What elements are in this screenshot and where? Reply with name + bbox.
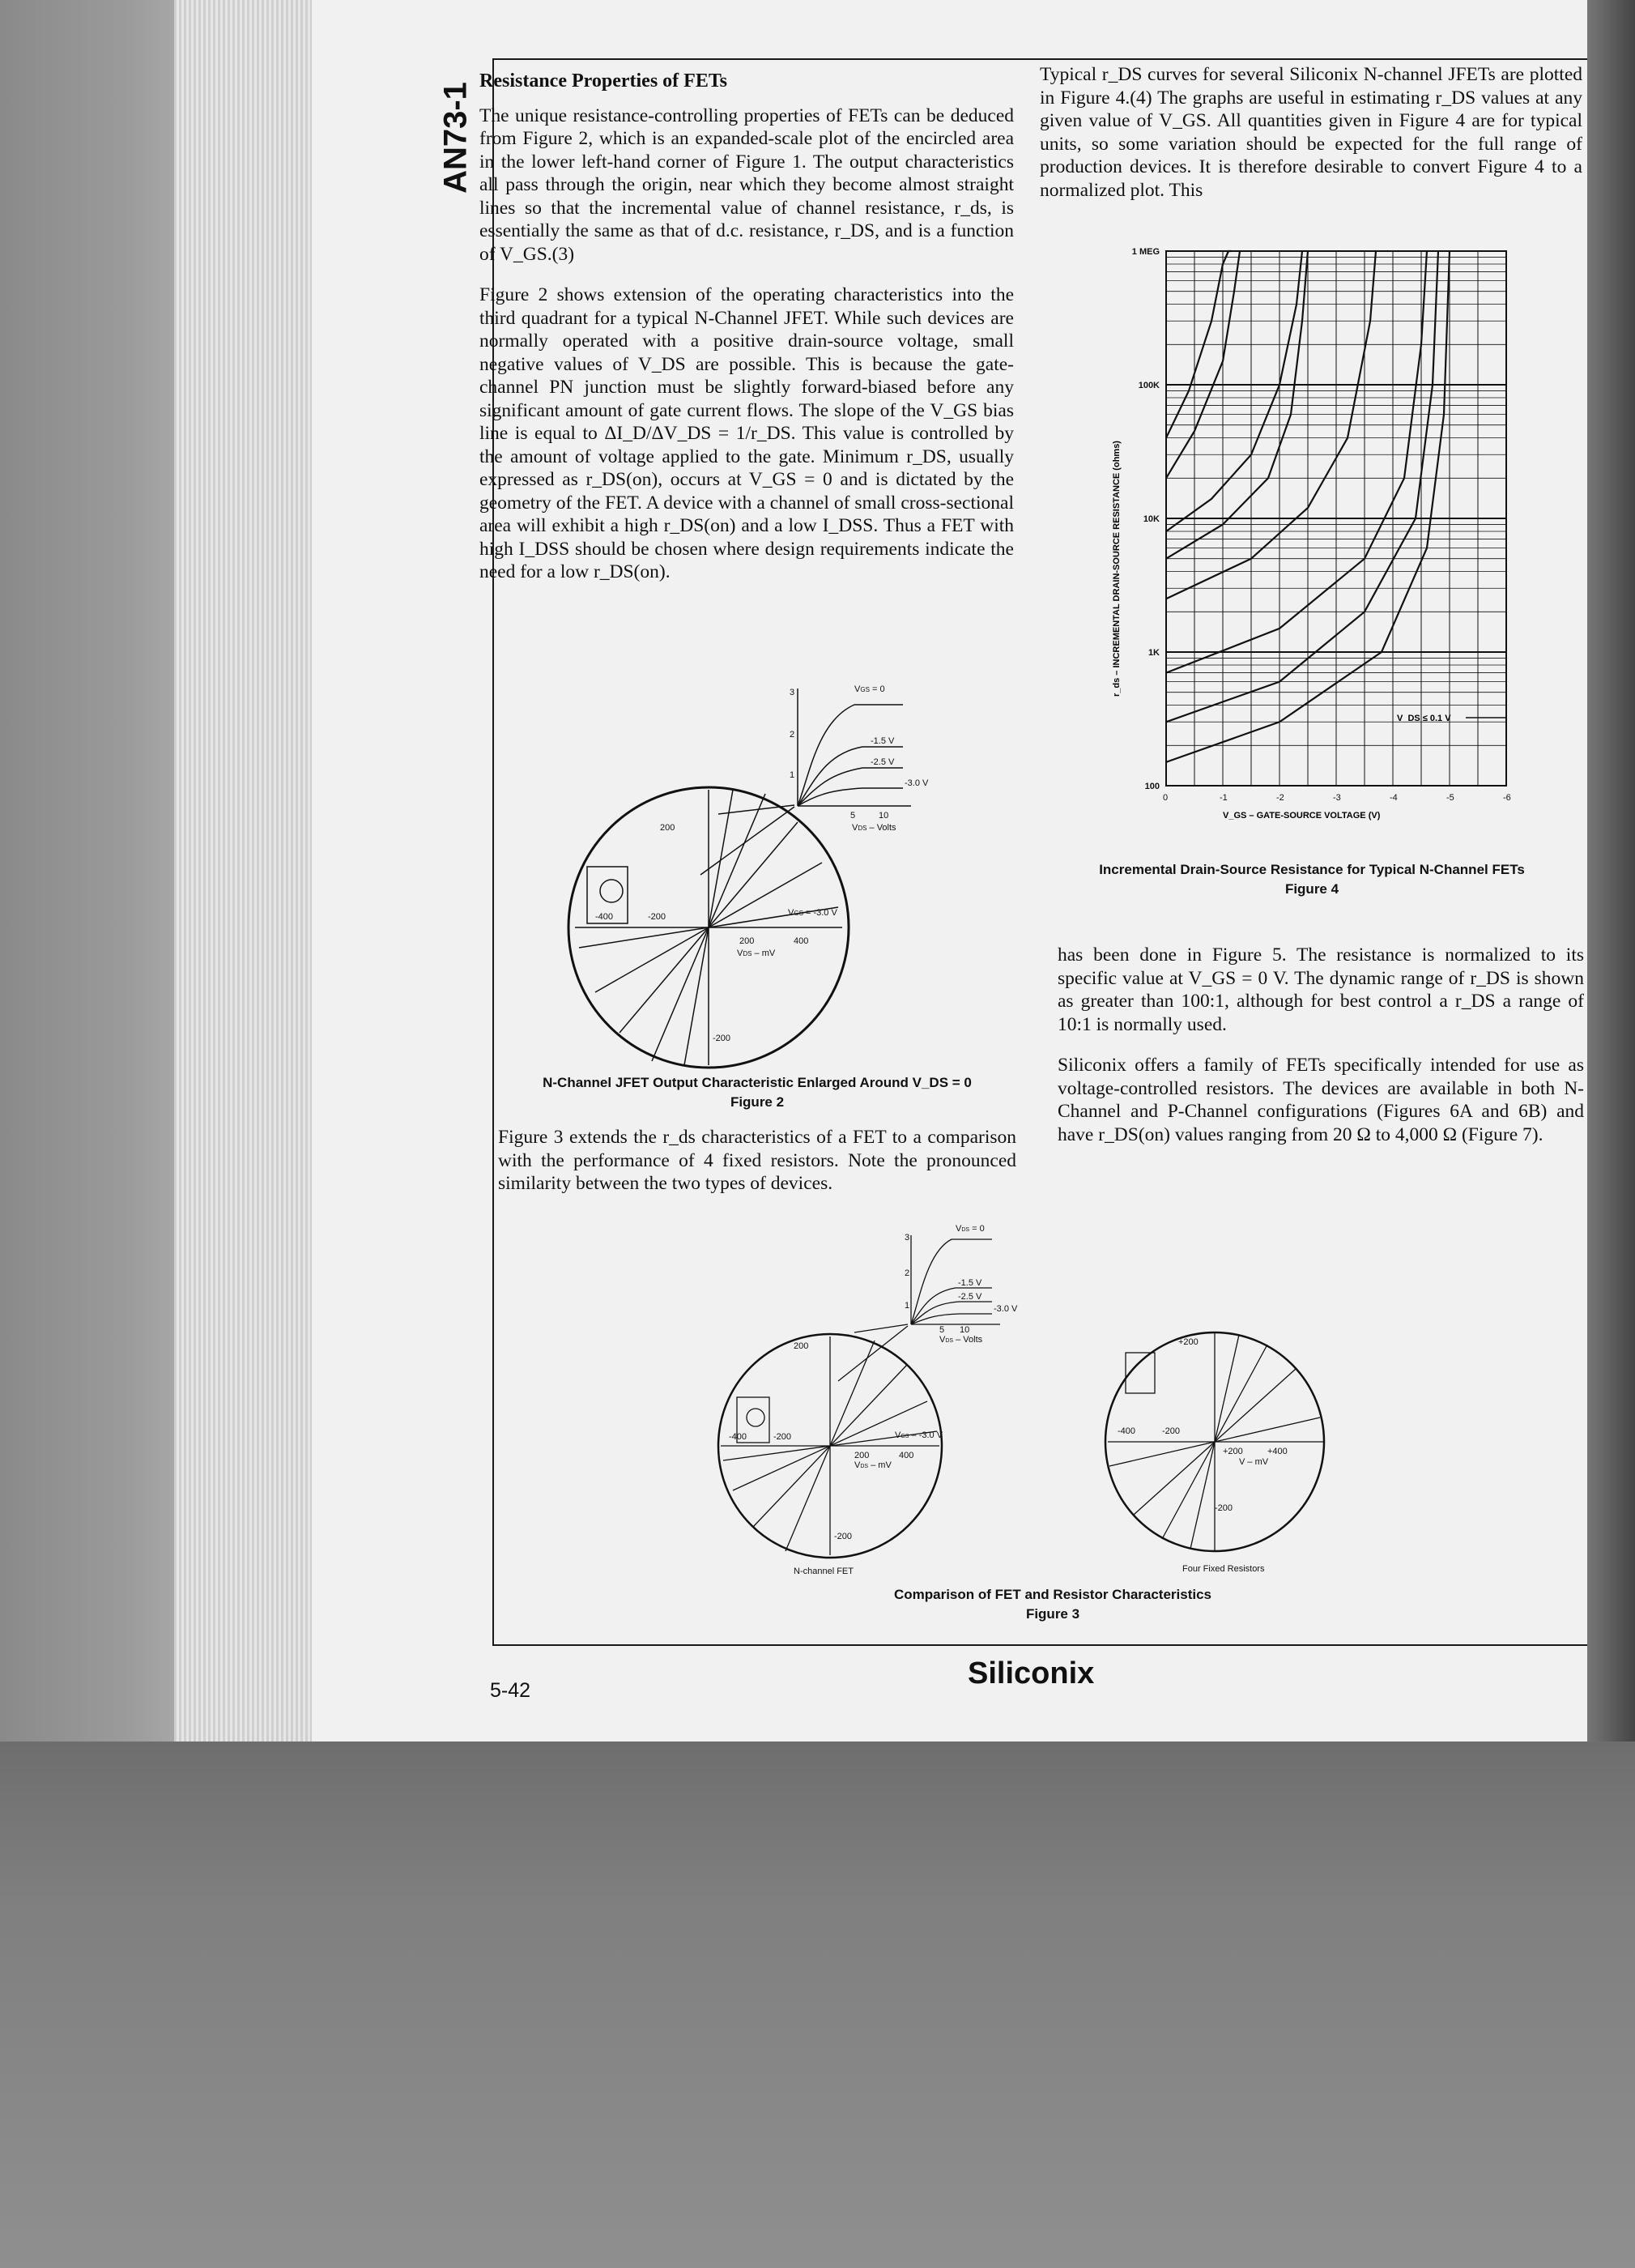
svg-text:-400: -400 bbox=[595, 912, 614, 922]
x-tick-label: -1 bbox=[1220, 793, 1228, 803]
series-line bbox=[1166, 251, 1308, 559]
right-paragraph-2: has been done in Figure 5. The resistance is normalized to its specific value at V_GS = 0 V. The dynamic range of r_DS is shown as greater than 100:1, although for best control a r_DS a range of 10:1 is normally used. bbox=[1058, 944, 1584, 1035]
svg-text:VGS = -3.0 V: VGS = -3.0 V bbox=[788, 908, 837, 918]
svg-text:VDS – mV: VDS – mV bbox=[854, 1460, 892, 1470]
right-column-top bbox=[1040, 63, 1582, 220]
y-tick-label: 100 bbox=[1144, 782, 1160, 791]
y-tick-label: 1 MEG bbox=[1131, 247, 1160, 257]
figure-3-fet-diagram bbox=[692, 1219, 1024, 1575]
svg-text:400: 400 bbox=[899, 1451, 914, 1460]
svg-text:VDS – Volts: VDS – Volts bbox=[939, 1335, 983, 1345]
y-tick-label: 1K bbox=[1147, 648, 1160, 658]
svg-text:-2.5 V: -2.5 V bbox=[958, 1292, 982, 1302]
svg-text:-200: -200 bbox=[1162, 1426, 1181, 1436]
left-paragraph-2: Figure 2 shows extension of the operating characteristics into the third quadrant for a typical N-Channel JFET. While such devices are normally operated with a positive drain-source voltage, small negative values of V_DS are possible. This is because the gate-channel PN junction must be slightly forward-biased before any significant amount of gate current flows. The slope of the V_GS bias line is equal to ΔI_D/ΔV_DS = 1/r_DS. This value is controlled by the amount of voltage applied to the gate. Minimum r_DS, usually expressed as r_DS(on), occurs at V_GS = 0 and is dictated by the geometry of the FET. A device with a channel of small cross-sectional area will exhibit a high r_DS(on) and a low I_DSS. Thus a FET with high I_DSS should be chosen where design requirements indicate the need for a low r_DS(on). bbox=[479, 284, 1014, 582]
brand-logo: Siliconix bbox=[968, 1656, 1095, 1690]
svg-text:-400: -400 bbox=[1118, 1426, 1136, 1436]
svg-text:V – mV: V – mV bbox=[1239, 1457, 1269, 1467]
left-paragraph-1: The unique resistance-controlling properties of FETs can be deduced from Figure 2, which is an expanded-scale plot of the encircled area in the lower left-hand corner of Figure 1. The output characteristics all pass through the origin, near which they become almost straight lines so that the incremental value of channel resistance, r_ds, is essentially the same as that of d.c. resistance, r_DS, and is a function of V_GS.(3) bbox=[479, 104, 1014, 265]
background-bottom bbox=[0, 1742, 1635, 2268]
right-paragraph-1: Typical r_DS curves for several Siliconix N-channel JFETs are plotted in Figure 4.(4) The graphs are useful in estimating r_DS values at any given value of V_GS. All quantities given in Figure 4 are for typical units, so some variation should be expected for the full range of production devices. It is therefore desirable to convert Figure 4 to a normalized plot. This bbox=[1040, 64, 1582, 201]
svg-text:+200: +200 bbox=[1178, 1337, 1199, 1347]
x-tick-label: -6 bbox=[1503, 793, 1511, 803]
figure-2-title: N-Channel JFET Output Characteristic Enlarged Around V_DS = 0 bbox=[543, 1075, 972, 1090]
book-page-edges bbox=[174, 0, 312, 1742]
left-column bbox=[479, 70, 1014, 602]
figure-3-paragraph: Figure 3 extends the r_ds characteristics of a FET to a comparison with the performance of 4 fixed resistors. Note the pronounced similarity between the two types of devices. bbox=[498, 1127, 1016, 1194]
svg-text:2: 2 bbox=[790, 730, 795, 740]
section-title: Resistance Properties of FETs bbox=[479, 70, 727, 92]
svg-text:-1.5 V: -1.5 V bbox=[958, 1278, 982, 1288]
y-tick-label: 10K bbox=[1143, 514, 1160, 524]
figure-4-chart bbox=[1101, 243, 1522, 826]
y-tick-labels bbox=[1132, 247, 1160, 791]
series-line bbox=[1166, 251, 1427, 673]
svg-text:200: 200 bbox=[854, 1451, 870, 1460]
side-tab bbox=[437, 73, 474, 202]
chart-grid bbox=[1166, 251, 1506, 786]
figure-4-title: Incremental Drain-Source Resistance for Typical N-Channel FETs bbox=[1099, 862, 1525, 877]
svg-text:200: 200 bbox=[739, 936, 755, 946]
svg-text:3: 3 bbox=[905, 1233, 910, 1243]
svg-text:5: 5 bbox=[850, 811, 856, 821]
figure-3-title: Comparison of FET and Resistor Characteristics bbox=[893, 1587, 1212, 1602]
figure-4-caption bbox=[1053, 860, 1571, 899]
svg-text:200: 200 bbox=[794, 1341, 809, 1351]
svg-text:-2.5 V: -2.5 V bbox=[871, 757, 895, 767]
x-tick-label: -2 bbox=[1276, 793, 1284, 803]
svg-text:VGS = 0: VGS = 0 bbox=[854, 684, 885, 694]
figure-2-label: Figure 2 bbox=[730, 1094, 785, 1110]
figure-2-diagram bbox=[530, 672, 984, 1094]
svg-text:400: 400 bbox=[794, 936, 809, 946]
svg-text:-200: -200 bbox=[834, 1532, 853, 1541]
svg-text:-1.5 V: -1.5 V bbox=[871, 736, 895, 746]
svg-text:VDS – Volts: VDS – Volts bbox=[852, 823, 896, 833]
svg-text:VDS = 0: VDS = 0 bbox=[956, 1224, 985, 1234]
svg-text:VDS – mV: VDS – mV bbox=[737, 949, 776, 958]
x-tick-label: -5 bbox=[1446, 793, 1454, 803]
figure-3-caption bbox=[810, 1585, 1296, 1624]
figure-3-intro bbox=[498, 1126, 1016, 1213]
x-tick-label: -3 bbox=[1333, 793, 1341, 803]
svg-text:+200: +200 bbox=[1223, 1447, 1243, 1456]
svg-text:-200: -200 bbox=[713, 1034, 731, 1043]
right-paragraph-3: Siliconix offers a family of FETs specifically intended for use as voltage-controlled resistors. The devices are available in both N-Channel and P-Channel configurations (Figures 6A and 6B) and have r_DS(on) values ranging from 20 Ω to 4,000 Ω (Figure 7). bbox=[1058, 1055, 1584, 1145]
page-number: 5-42 bbox=[490, 1679, 531, 1702]
svg-text:VGS – -3.0 V: VGS – -3.0 V bbox=[895, 1430, 943, 1440]
x-axis-label: V_GS – GATE-SOURCE VOLTAGE (V) bbox=[1223, 811, 1381, 821]
x-tick-label: -4 bbox=[1390, 793, 1398, 803]
figure-4-label: Figure 4 bbox=[1284, 881, 1339, 897]
svg-text:-3.0 V: -3.0 V bbox=[905, 778, 929, 788]
svg-text:3: 3 bbox=[790, 688, 795, 697]
background-right bbox=[1587, 0, 1635, 1742]
svg-text:2: 2 bbox=[905, 1268, 910, 1278]
svg-text:200: 200 bbox=[660, 823, 675, 833]
svg-text:10: 10 bbox=[960, 1325, 970, 1335]
series-line bbox=[1166, 251, 1240, 478]
frame-bottom-rule bbox=[492, 1644, 1587, 1646]
svg-text:1: 1 bbox=[790, 770, 795, 780]
figure-3-label: Figure 3 bbox=[1025, 1606, 1080, 1622]
right-column-bottom bbox=[1058, 944, 1584, 1164]
y-axis-label: r_ds – INCREMENTAL DRAIN-SOURCE RESISTANCE (ohms) bbox=[1112, 441, 1122, 697]
svg-text:5: 5 bbox=[939, 1325, 945, 1335]
svg-text:+400: +400 bbox=[1267, 1447, 1288, 1456]
svg-text:-200: -200 bbox=[773, 1432, 792, 1442]
x-tick-labels bbox=[1163, 793, 1511, 803]
resistor-sublabel: Four Fixed Resistors bbox=[1182, 1564, 1265, 1574]
figure-3-resistor-diagram bbox=[1093, 1304, 1344, 1584]
svg-text:1: 1 bbox=[905, 1301, 910, 1311]
svg-text:-400: -400 bbox=[729, 1432, 747, 1442]
svg-text:-3.0 V: -3.0 V bbox=[994, 1304, 1018, 1314]
figure-2-caption bbox=[494, 1073, 1020, 1112]
vds-annotation: V_DS ≤ 0.1 V bbox=[1397, 714, 1451, 723]
svg-text:-200: -200 bbox=[648, 912, 666, 922]
frame-top-rule bbox=[492, 58, 1587, 60]
y-tick-label: 100K bbox=[1138, 381, 1160, 390]
side-tab-label: AN73-1 bbox=[437, 82, 474, 194]
svg-text:-200: -200 bbox=[1215, 1503, 1233, 1513]
x-tick-label: 0 bbox=[1163, 793, 1169, 803]
svg-text:10: 10 bbox=[879, 811, 889, 821]
fet-sublabel: N-channel FET bbox=[794, 1567, 854, 1575]
